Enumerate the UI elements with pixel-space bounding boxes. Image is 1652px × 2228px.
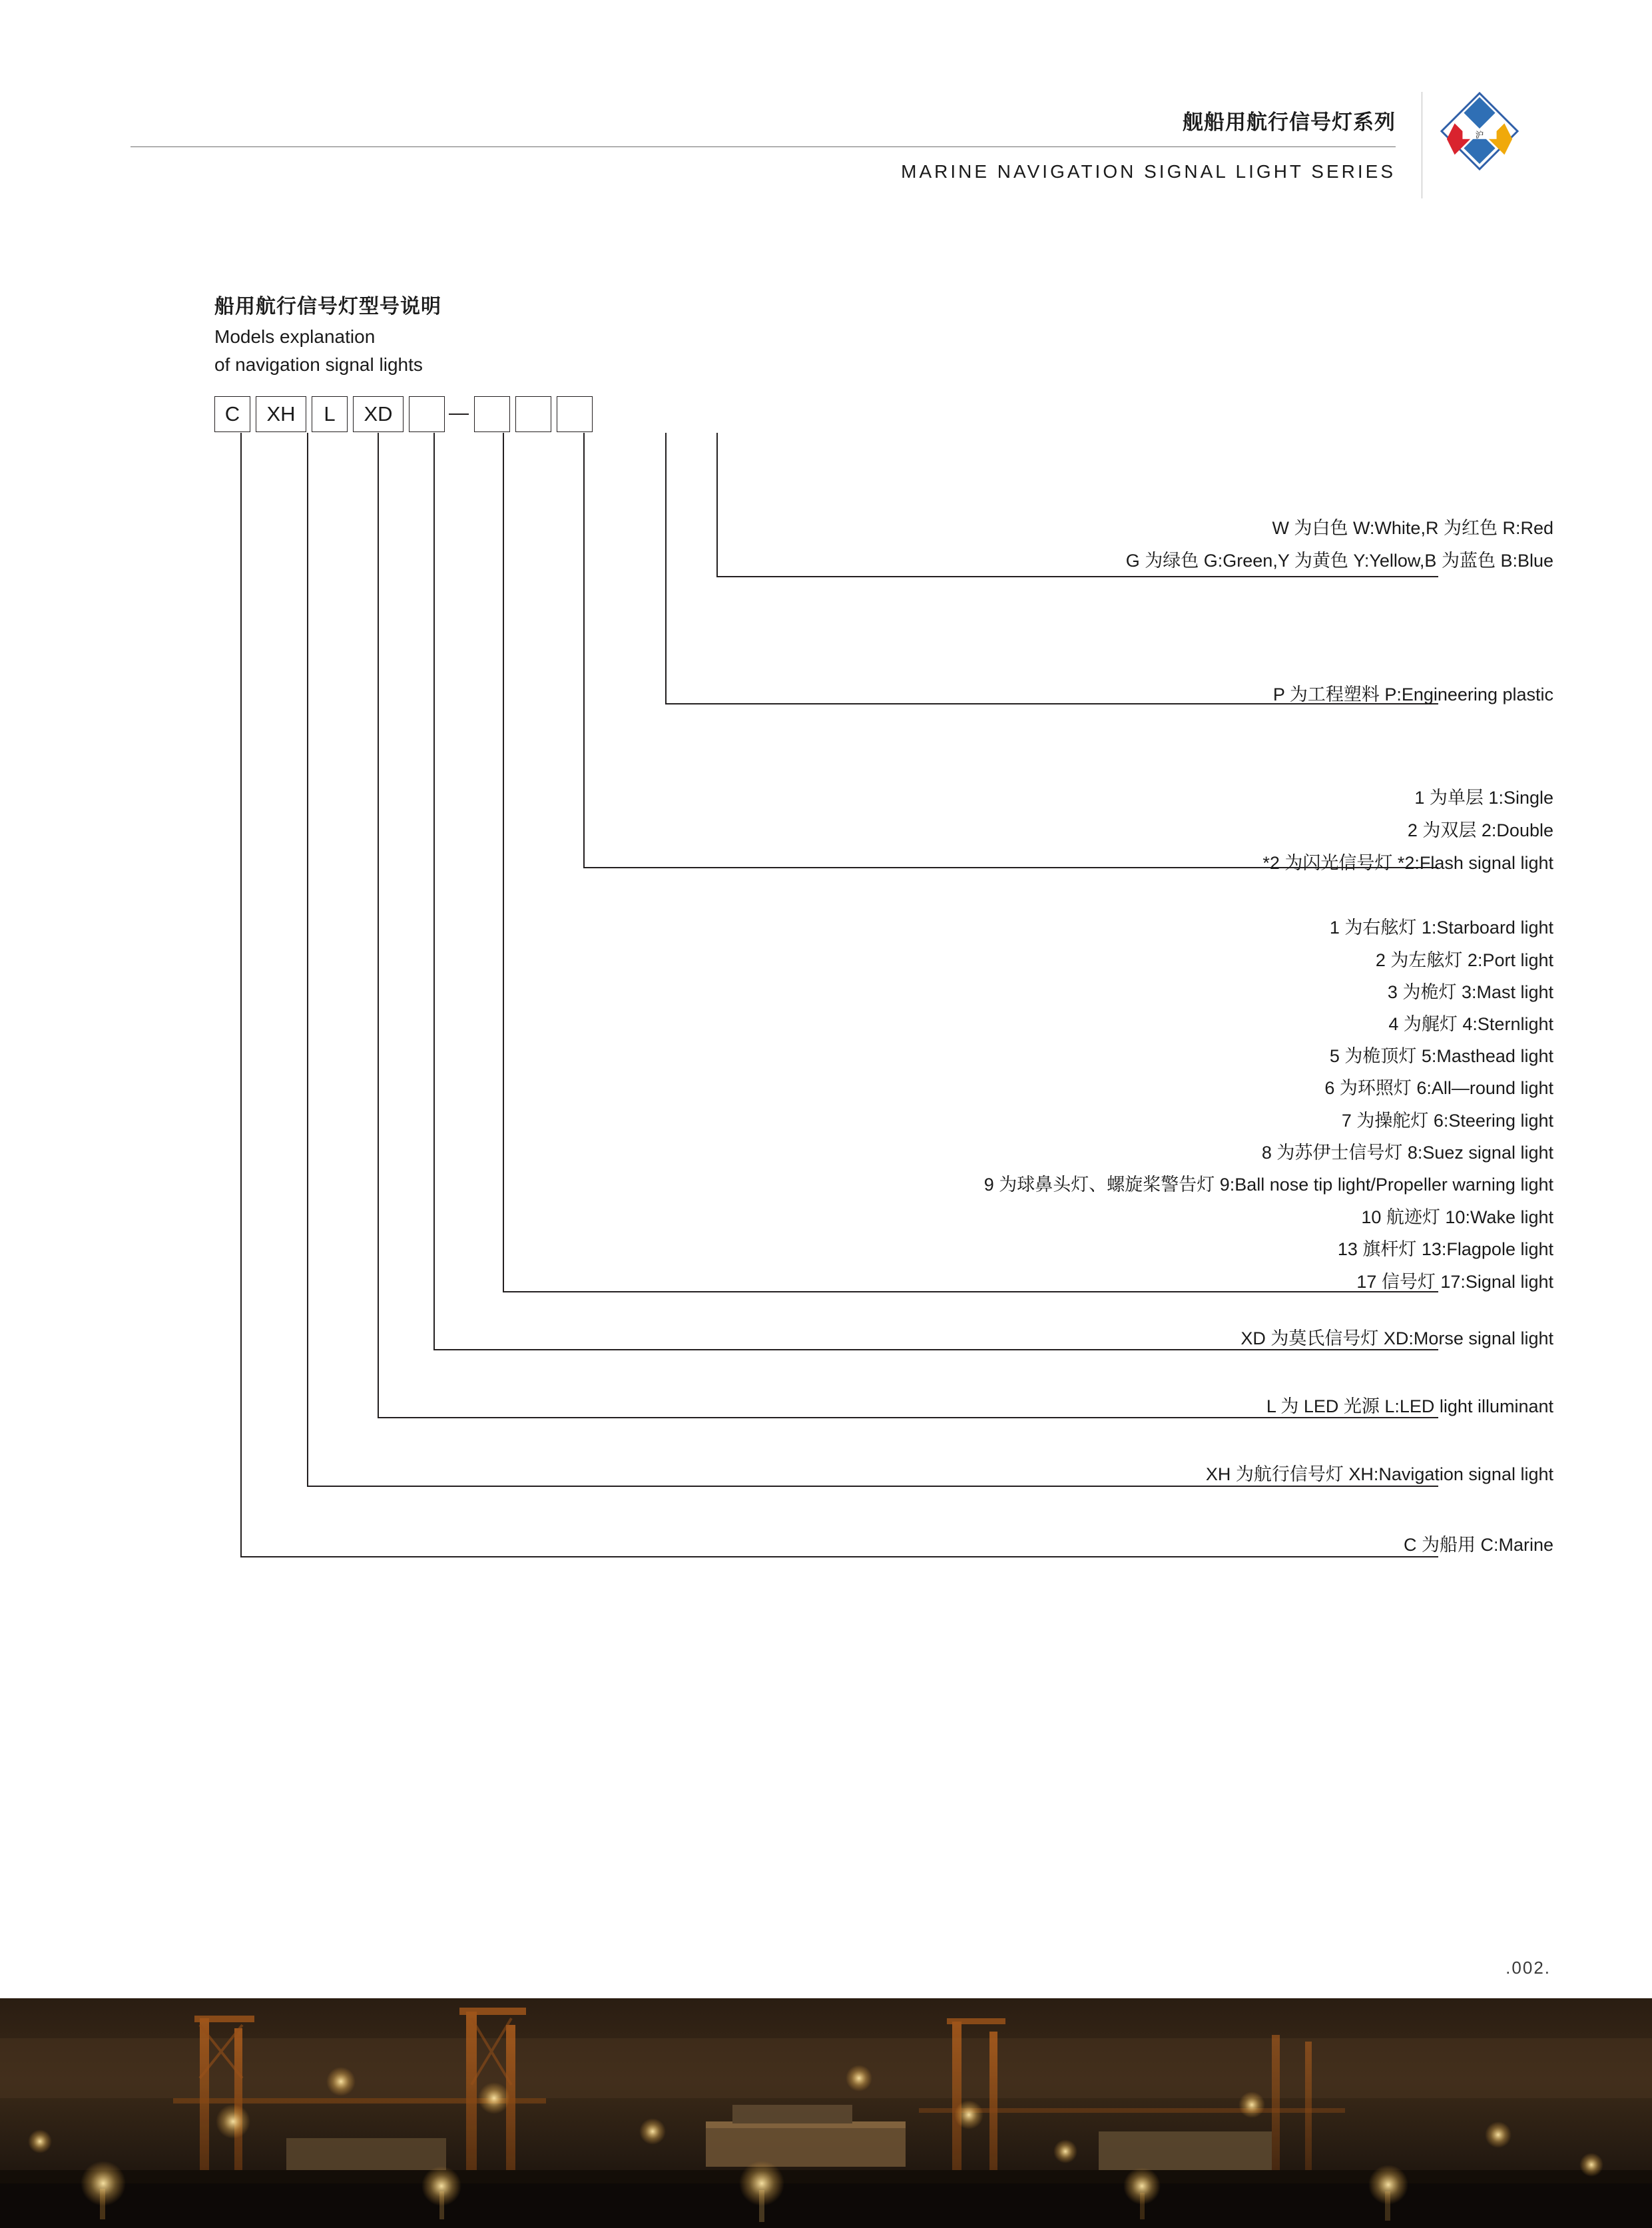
annotation-function-9: 9 为球鼻头灯、螺旋桨警告灯 9:Ball nose tip light/Propeller warning light: [983, 1175, 1553, 1195]
annotation-light-type: XH 为航行信号灯 XH:Navigation signal light: [1205, 1464, 1553, 1484]
code-box-xh: XH: [256, 396, 306, 432]
annotation-light-source: L 为 LED 光源 L:LED light illuminant: [1266, 1396, 1553, 1416]
annotation-layer-single: 1 为单层 1:Single: [1414, 788, 1553, 808]
annotation-color-line1: W 为白色 W:White,R 为红色 R:Red: [1272, 518, 1553, 538]
annotation-function-17: 17 信号灯 17:Signal light: [1356, 1272, 1553, 1292]
section-title-cn: 船用航行信号灯型号说明: [214, 296, 441, 318]
code-separator-dash: [449, 414, 469, 415]
header-rule: [131, 146, 1396, 147]
header-title-en: MARINE NAVIGATION SIGNAL LIGHT SERIES: [901, 161, 1396, 182]
annotation-marine: C 为船用 C:Marine: [1403, 1535, 1553, 1555]
section-title-en-line1: Models explanation: [214, 326, 376, 347]
annotation-function-7: 7 为操舵灯 6:Steering light: [1341, 1111, 1553, 1131]
code-box-color: [557, 396, 593, 432]
company-diamond-logo-icon: [1440, 92, 1519, 170]
code-box-l: L: [312, 396, 348, 432]
page-header: [0, 80, 1652, 200]
code-box-function: [409, 396, 445, 432]
header-title-cn: 舰船用航行信号灯系列: [1183, 111, 1396, 134]
annotation-morse: XD 为莫氏信号灯 XD:Morse signal light: [1240, 1328, 1553, 1348]
annotation-function-10: 10 航迹灯 10:Wake light: [1361, 1207, 1553, 1227]
code-box-layers: [474, 396, 510, 432]
code-box-material: [515, 396, 551, 432]
annotation-layer-flash: *2 为闪光信号灯 *2:Flash signal light: [1262, 853, 1553, 873]
svg-text:沪: 沪: [1475, 130, 1484, 140]
code-box-xd: XD: [353, 396, 404, 432]
annotation-function-2: 2 为左舷灯 2:Port light: [1375, 950, 1553, 970]
annotation-function-8: 8 为苏伊士信号灯 8:Suez signal light: [1261, 1143, 1553, 1163]
page-number: .002.: [1506, 1958, 1551, 1978]
code-box-c: C: [214, 396, 250, 432]
annotation-color-line2: G 为绿色 G:Green,Y 为黄色 Y:Yellow,B 为蓝色 B:Blue: [1125, 551, 1553, 571]
annotation-function-1: 1 为右舷灯 1:Starboard light: [1329, 918, 1553, 938]
annotation-function-3: 3 为桅灯 3:Mast light: [1387, 982, 1553, 1002]
annotation-layer-double: 2 为双层 2:Double: [1407, 820, 1553, 840]
footer-photo-port-at-night: [0, 1998, 1652, 2228]
annotation-function-13: 13 旗杆灯 13:Flagpole light: [1337, 1239, 1553, 1259]
section-title-en-line2: of navigation signal lights: [214, 354, 423, 375]
annotation-function-4: 4 为艉灯 4:Sternlight: [1388, 1014, 1553, 1034]
annotation-function-5: 5 为桅顶灯 5:Masthead light: [1329, 1046, 1553, 1066]
annotation-material: P 为工程塑料 P:Engineering plastic: [1272, 685, 1553, 704]
annotation-function-6: 6 为环照灯 6:All—round light: [1324, 1078, 1553, 1098]
